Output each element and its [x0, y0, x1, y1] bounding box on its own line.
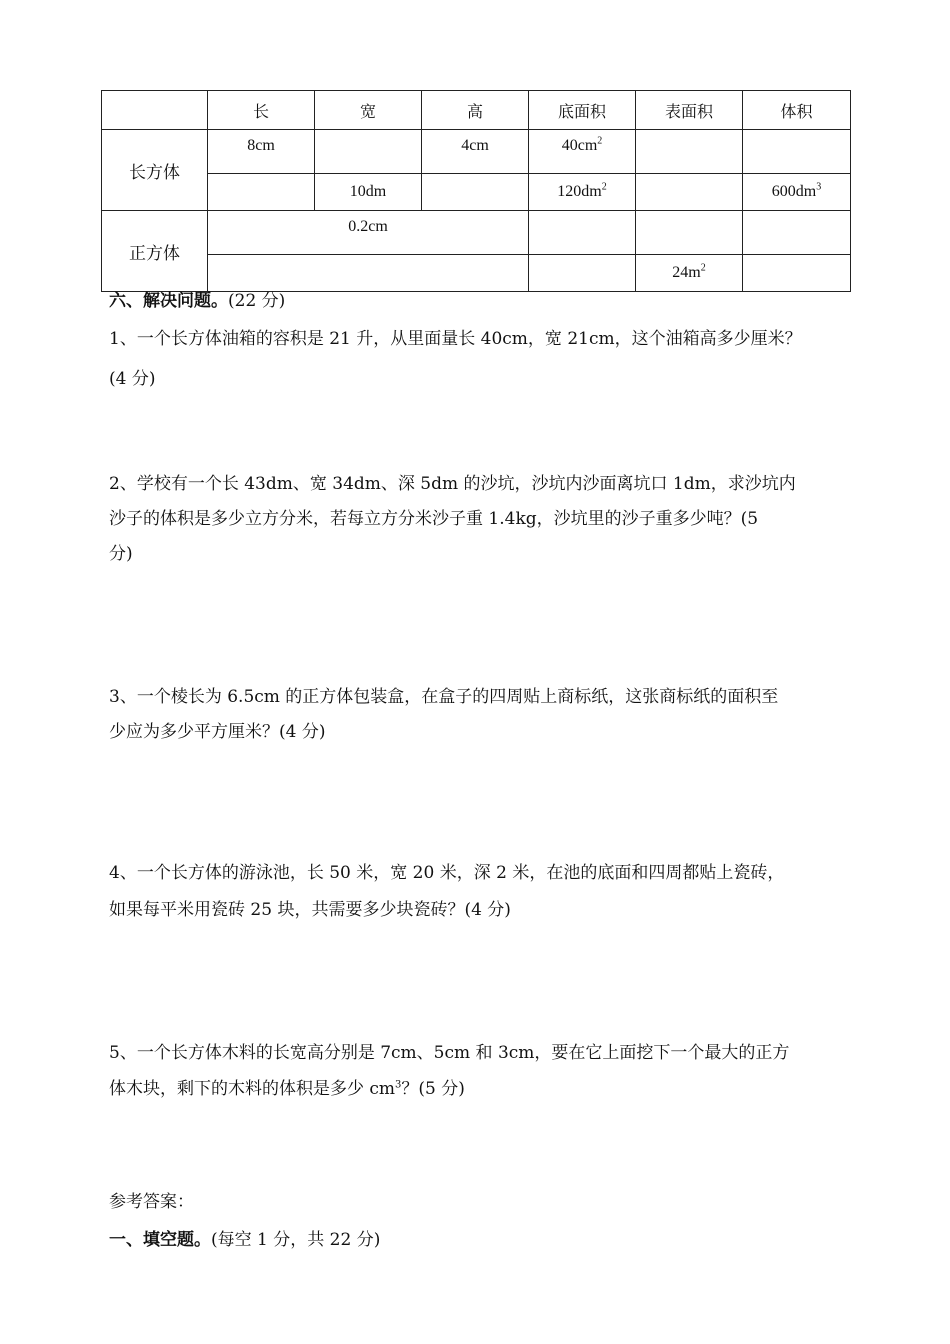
section-6-title: 六、解决问题。 — [109, 291, 228, 311]
cuboid-r2-base-area-value: 120dm — [557, 183, 602, 200]
cuboid-r2-height — [422, 174, 529, 211]
cube-r2-surface-exp: 2 — [700, 262, 706, 274]
header-base-area: 底面积 — [529, 91, 636, 130]
header-surface-area: 表面积 — [636, 91, 743, 130]
table-header-row — [102, 91, 851, 130]
cuboid-r2-volume-exp: 3 — [816, 181, 822, 193]
cuboid-r1-base-area-exp: 2 — [597, 135, 603, 147]
question-5-line-2 — [109, 1078, 465, 1100]
header-width: 宽 — [315, 91, 422, 130]
answers-section-1-points: (每空 1 分，共 22 分) — [211, 1230, 381, 1250]
section-6-points: (22 分) — [228, 291, 286, 311]
cube-r2-base-area — [529, 255, 636, 292]
question-1-line-2: (4 分) — [109, 369, 156, 389]
question-5-line-2-text: 体木块，剩下的木料的体积是多少 cm — [109, 1079, 396, 1099]
cube-r2-volume — [743, 255, 851, 292]
cuboid-r2-length — [208, 174, 315, 211]
cube-r2-edge — [208, 255, 529, 292]
cuboid-r1-surface — [636, 130, 743, 174]
question-2-line-1: 2、学校有一个长 43dm、宽 34dm、深 5dm 的沙坑，沙坑内沙面离坑口 1dm，求沙坑内 — [109, 474, 796, 494]
cube-r1-surface — [636, 211, 743, 255]
header-volume: 体积 — [743, 91, 851, 130]
cuboid-r1-base-area-value: 40cm — [561, 137, 598, 154]
header-empty-cell — [102, 91, 208, 130]
cube-r1-volume — [743, 211, 851, 255]
answers-section-1-title: 一、填空题。 — [109, 1230, 211, 1250]
row-label-cube: 正方体 — [102, 211, 208, 292]
header-length: 长 — [208, 91, 315, 130]
table-row — [102, 255, 851, 292]
cuboid-r1-volume — [743, 130, 851, 174]
table-row — [102, 130, 851, 174]
question-3-line-2: 少应为多少平方厘米？(4 分) — [109, 722, 326, 742]
cube-r2-surface-value: 24m — [672, 264, 701, 281]
cube-r2-surface — [636, 255, 743, 292]
question-5-exponent: 3 — [395, 1079, 402, 1091]
question-5-line-1: 5、一个长方体木料的长宽高分别是 7cm、5cm 和 3cm，要在它上面挖下一个最大的正方 — [109, 1043, 790, 1063]
cuboid-r1-width — [315, 130, 422, 174]
question-4-line-2: 如果每平米用瓷砖 25 块，共需要多少块瓷砖？(4 分) — [109, 900, 511, 920]
question-2-line-2: 沙子的体积是多少立方分米，若每立方分米沙子重 1.4kg，沙坑里的沙子重多少吨？(5 — [109, 509, 759, 529]
question-3-line-1: 3、一个棱长为 6.5cm 的正方体包装盒，在盒子的四周贴上商标纸，这张商标纸的面积至 — [109, 687, 779, 707]
question-5-line-2-tail: ？(5 分) — [401, 1079, 465, 1099]
row-label-cuboid: 长方体 — [102, 130, 208, 211]
answers-label: 参考答案： — [109, 1192, 194, 1212]
cuboid-r2-surface — [636, 174, 743, 211]
dimensions-table — [101, 90, 851, 292]
cuboid-r2-width: 10dm — [315, 174, 422, 211]
question-2-line-3: 分) — [109, 544, 133, 564]
cuboid-r1-length: 8cm — [208, 130, 315, 174]
cube-r1-base-area — [529, 211, 636, 255]
header-height: 高 — [422, 91, 529, 130]
question-1-line-1: 1、一个长方体油箱的容积是 21 升，从里面量长 40cm，宽 21cm，这个油箱高多少厘米？ — [109, 329, 802, 349]
section-6-heading — [109, 290, 285, 312]
cuboid-r2-volume — [743, 174, 851, 211]
question-4-line-1: 4、一个长方体的游泳池，长 50 米，宽 20 米，深 2 米，在池的底面和四周都贴上瓷砖， — [109, 863, 785, 883]
answers-section-1-heading — [109, 1229, 380, 1251]
cuboid-r1-height: 4cm — [422, 130, 529, 174]
cube-r1-edge: 0.2cm — [208, 211, 529, 255]
table-row — [102, 211, 851, 255]
table-row — [102, 174, 851, 211]
cuboid-r2-base-area-exp: 2 — [601, 181, 607, 193]
cuboid-r2-base-area — [529, 174, 636, 211]
cuboid-r2-volume-value: 600dm — [771, 183, 817, 200]
cuboid-r1-base-area — [529, 130, 636, 174]
